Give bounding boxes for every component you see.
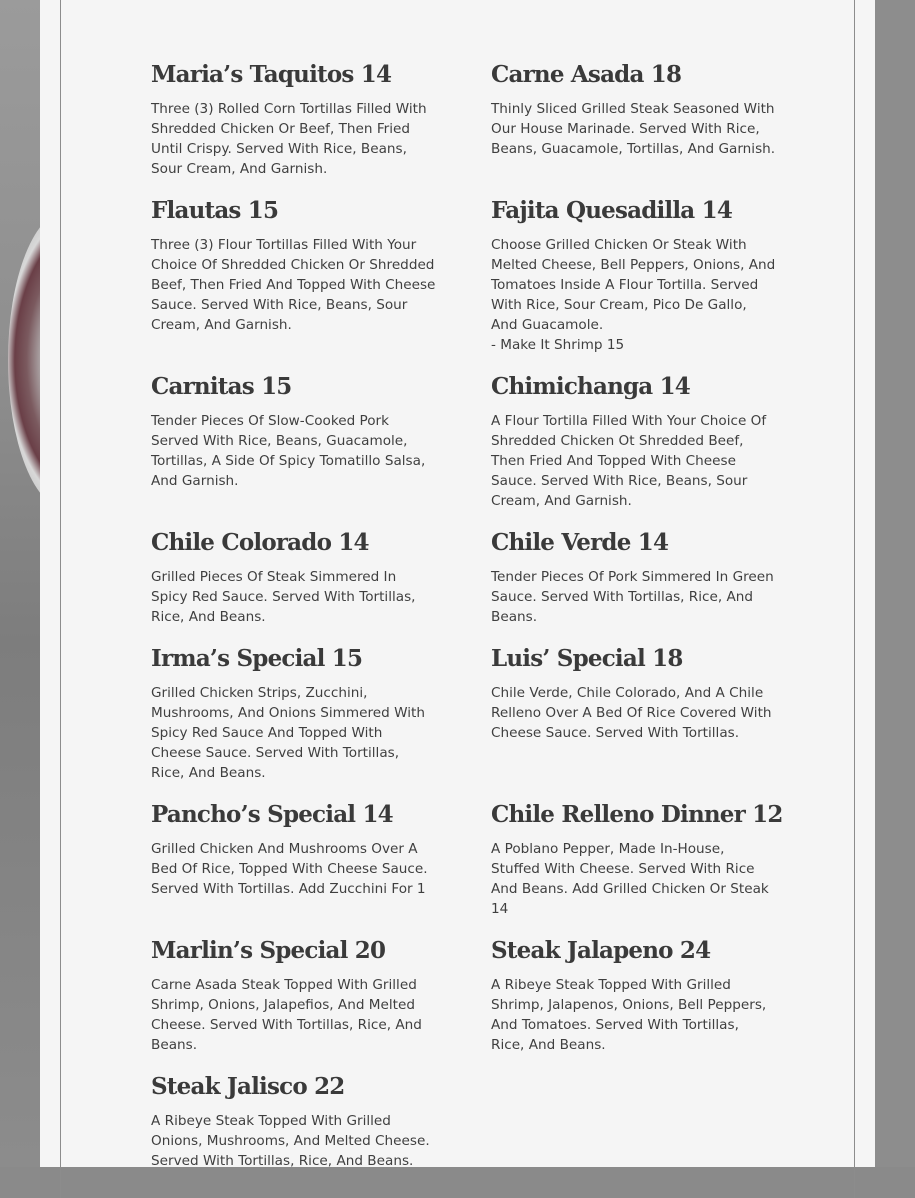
menu-item-title: Irma’s Special 15 <box>151 645 363 672</box>
menu-item-description: Three (3) Flour Tortillas Filled With Your Choice Of Shredded Chicken Or Shredded Beef, Then Fried And Topped With Cheese Sauce. Served With Rice, Beans, Sour Cream, And Garnish. <box>151 237 436 333</box>
menu-item-title: Steak Jalapeno 24 <box>491 937 711 964</box>
menu-item <box>151 526 451 624</box>
menu-item <box>151 58 451 176</box>
background-photo-left <box>0 0 40 1167</box>
menu-item <box>491 798 791 916</box>
menu-item <box>491 370 791 508</box>
menu-item-description: Grilled Chicken And Mushrooms Over A Bed Of Rice, Topped With Cheese Sauce. Served With Tortillas. Add Zucchini For 1 <box>151 841 428 897</box>
background-photo-right <box>875 0 915 1167</box>
menu-item <box>491 642 791 780</box>
menu-item-title: Luis’ Special 18 <box>491 645 683 672</box>
menu-grid <box>151 58 831 1189</box>
menu-item-description: A Ribeye Steak Topped With Grilled Shrimp, Jalapenos, Onions, Bell Peppers, And Tomatoes. Served With Tortillas, Rice, And Beans. <box>491 977 767 1053</box>
menu-item-description: Tender Pieces Of Slow-Cooked Pork Served With Rice, Beans, Guacamole, Tortillas, A Side Of Spicy Tomatillo Salsa, And Garnish. <box>151 413 426 489</box>
menu-item-title: Flautas 15 <box>151 197 279 224</box>
menu-item <box>491 934 791 1052</box>
menu-item-title: Steak Jalisco 22 <box>151 1073 345 1100</box>
menu-item-description: Grilled Chicken Strips, Zucchini, Mushrooms, And Onions Simmered With Spicy Red Sauce And Topped With Cheese Sauce. Served With Tortillas, Rice, And Beans. <box>151 685 425 781</box>
menu-item-title: Chile Verde 14 <box>491 529 669 556</box>
menu-item-description: Three (3) Rolled Corn Tortillas Filled With Shredded Chicken Or Beef, Then Fried Until Crispy. Served With Rice, Beans, Sour Cream, And Garnish. <box>151 101 427 177</box>
menu-item-description: Grilled Pieces Of Steak Simmered In Spicy Red Sauce. Served With Tortillas, Rice, And Beans. <box>151 569 416 625</box>
menu-item-title: Carne Asada 18 <box>491 61 682 88</box>
menu-item-description: A Flour Tortilla Filled With Your Choice Of Shredded Chicken Ot Shredded Beef, Then Fried And Topped With Cheese Sauce. Served With Rice, Beans, Sour Cream, And Garnish. <box>491 413 767 509</box>
menu-item-description: A Ribeye Steak Topped With Grilled Onions, Mushrooms, And Melted Cheese. Served With Tortillas, Rice, And Beans. <box>151 1113 430 1169</box>
menu-item <box>151 798 451 916</box>
menu-item-description: A Poblano Pepper, Made In-House, Stuffed With Cheese. Served With Rice And Beans. Add Grilled Chicken Or Steak 14 <box>491 841 769 917</box>
menu-item-description: Chile Verde, Chile Colorado, And A Chile Relleno Over A Bed Of Rice Covered With Cheese Sauce. Served With Tortillas. <box>491 685 772 741</box>
menu-item-addon: - Make It Shrimp 15 <box>491 337 625 353</box>
menu-item-title: Marlin’s Special 20 <box>151 937 386 964</box>
menu-panel <box>40 0 875 1167</box>
menu-item-title: Chile Colorado 14 <box>151 529 369 556</box>
menu-item-description: Choose Grilled Chicken Or Steak With Melted Cheese, Bell Peppers, Onions, And Tomatoes Inside A Flour Tortilla. Served With Rice, Sour Cream, Pico De Gallo, And Guacamole. <box>491 237 776 333</box>
menu-item-description: Tender Pieces Of Pork Simmered In Green Sauce. Served With Tortillas, Rice, And Beans. <box>491 569 774 625</box>
menu-item-title: Chile Relleno Dinner 12 <box>491 801 783 828</box>
menu-item <box>491 526 791 624</box>
menu-item <box>151 194 451 352</box>
menu-item <box>151 642 451 780</box>
menu-item <box>491 194 791 352</box>
menu-item-title: Maria’s Taquitos 14 <box>151 61 392 88</box>
menu-item-description: Carne Asada Steak Topped With Grilled Shrimp, Onions, Jalapefios, And Melted Cheese. Served With Tortillas, Rice, And Beans. <box>151 977 422 1053</box>
menu-item-title: Chimichanga 14 <box>491 373 690 400</box>
menu-item-title: Fajita Quesadilla 14 <box>491 197 733 224</box>
menu-item <box>151 934 451 1052</box>
menu-item-title: Carnitas 15 <box>151 373 292 400</box>
menu-item-description: Thinly Sliced Grilled Steak Seasoned With Our House Marinade. Served With Rice, Beans, Guacamole, Tortillas, And Garnish. <box>491 101 776 157</box>
menu-item-title: Pancho’s Special 14 <box>151 801 393 828</box>
menu-item <box>151 370 451 508</box>
menu-item <box>491 58 791 176</box>
menu-item <box>151 1070 451 1171</box>
